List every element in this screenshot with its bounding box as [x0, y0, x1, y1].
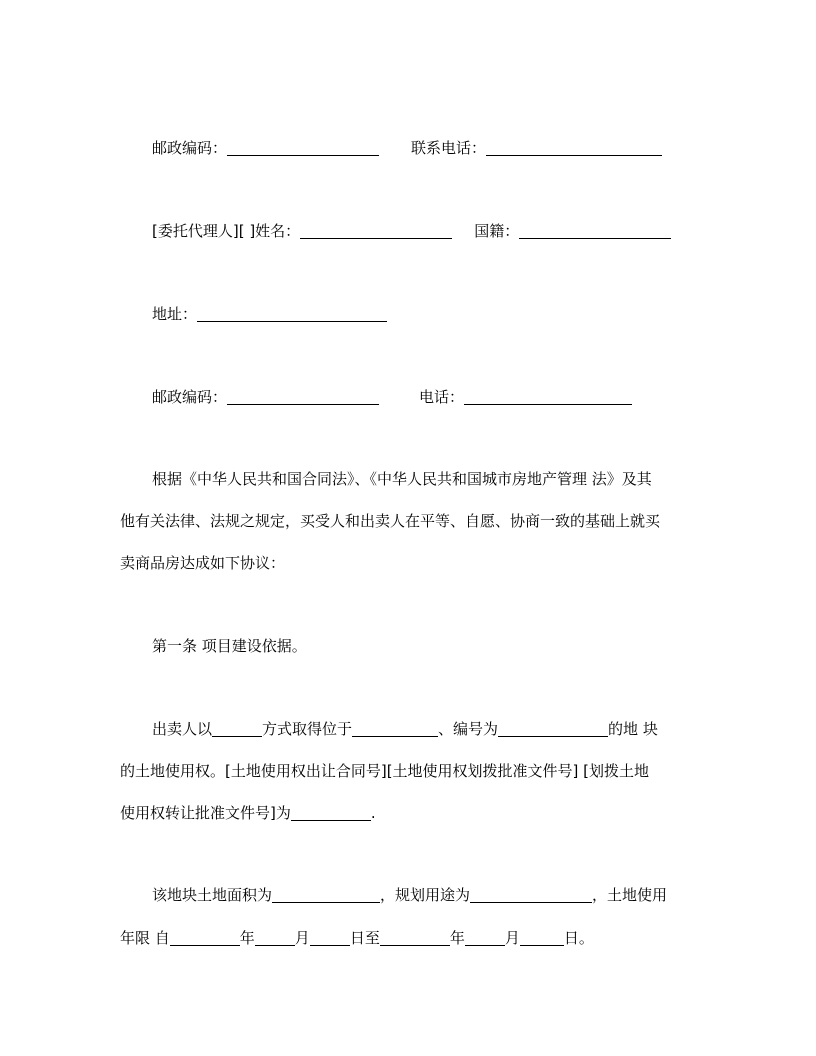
- approval-doc-number-blank[interactable]: [291, 804, 371, 821]
- start-month-blank[interactable]: [255, 929, 295, 946]
- term-text-to: 日至: [349, 929, 380, 947]
- postcode-blank-2[interactable]: [227, 388, 379, 405]
- acquisition-method-blank[interactable]: [212, 720, 262, 737]
- location-blank[interactable]: [352, 720, 438, 737]
- preamble-line-3: [120, 553, 700, 573]
- preamble-line-1: [120, 469, 700, 489]
- term-text-month-1: 月: [294, 929, 310, 947]
- term-text-month-2: 月: [504, 929, 520, 947]
- article-1-heading-text: 第一条 项目建设依据。: [152, 637, 307, 655]
- land-acquisition-line-2: [120, 761, 700, 781]
- end-month-blank[interactable]: [465, 929, 505, 946]
- preamble-text-2: 他有关法律、法规之规定，买受人和出卖人在平等、自愿、协商一致的基础上就买: [120, 512, 661, 530]
- land-acquisition-line-3: [120, 803, 700, 823]
- para2-text-3: ，土地使用: [592, 886, 668, 904]
- planned-use-blank[interactable]: [470, 886, 592, 903]
- address-label: 地址：: [152, 305, 198, 323]
- term-text-year-2: 年: [449, 929, 465, 947]
- term-text-day-2: 日。: [563, 929, 594, 947]
- land-area-line-1: [120, 885, 700, 905]
- land-acquisition-line-1: [120, 719, 700, 739]
- land-term-line: [120, 928, 700, 948]
- phone-blank[interactable]: [486, 139, 662, 156]
- agent-name-label: [委托代理人][ ]姓名：: [152, 222, 301, 240]
- postcode-label-2: 邮政编码：: [152, 388, 228, 406]
- nationality-label: 国籍：: [474, 222, 520, 240]
- start-day-blank[interactable]: [310, 929, 350, 946]
- postcode-blank[interactable]: [227, 139, 379, 156]
- agent-name-blank[interactable]: [300, 222, 452, 239]
- term-text-year-1: 年: [239, 929, 255, 947]
- article-1-heading: [120, 636, 700, 656]
- para1-text-5: 的土地使用权。[土地使用权出让合同号][土地使用权划拨批准文件号] [划拨土地: [120, 762, 650, 780]
- end-day-blank[interactable]: [520, 929, 564, 946]
- address-row: [120, 304, 700, 324]
- para1-text-1: 出卖人以: [152, 720, 213, 738]
- term-text-from: 年限 自: [120, 929, 170, 947]
- postcode-label: 邮政编码：: [152, 139, 228, 157]
- address-blank[interactable]: [197, 305, 387, 322]
- end-year-blank[interactable]: [380, 929, 450, 946]
- para2-text-2: ，规划用途为: [380, 886, 471, 904]
- preamble-line-2: [120, 511, 700, 531]
- nationality-blank[interactable]: [519, 222, 671, 239]
- para2-text-1: 该地块土地面积为: [152, 886, 273, 904]
- para1-text-2: 方式取得位于: [262, 720, 353, 738]
- plot-number-blank[interactable]: [498, 720, 608, 737]
- contact-row-2: [120, 387, 700, 407]
- para1-text-4: 的地 块: [608, 720, 658, 738]
- agent-row: [120, 221, 700, 241]
- preamble-text-1: 根据《中华人民共和国合同法》、《中华人民共和国城市房地产管理 法》及其: [152, 470, 652, 488]
- para1-text-7: .: [370, 804, 376, 822]
- land-area-blank[interactable]: [272, 886, 380, 903]
- para1-text-3: 、编号为: [438, 720, 499, 738]
- phone-blank-2[interactable]: [464, 388, 632, 405]
- preamble-text-3: 卖商品房达成如下协议：: [120, 554, 286, 572]
- phone-label: 联系电话：: [411, 139, 487, 157]
- para1-text-6: 使用权转让批准文件号]为: [120, 804, 291, 822]
- phone-label-2: 电话：: [419, 388, 465, 406]
- start-year-blank[interactable]: [170, 929, 240, 946]
- contact-row-1: [120, 138, 700, 158]
